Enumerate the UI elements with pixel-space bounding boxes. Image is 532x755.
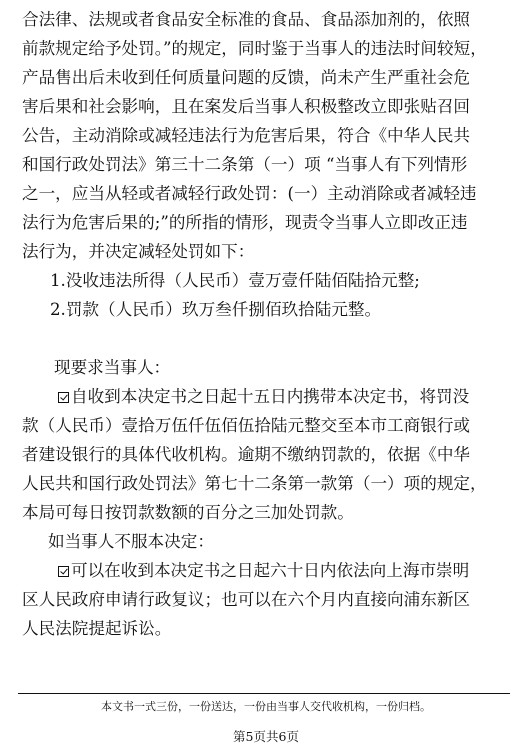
payment-line: 本局可每日按罚款数额的百分之三加处罚款。 <box>22 503 354 522</box>
payment-line: 自收到本决定书之日起十五日内携带本决定书，将罚没 <box>58 387 469 407</box>
footer-note: 本文书一式三份，一份送达，一份由当事人交代收机构，一份归档。 <box>101 700 431 713</box>
footer-divider <box>18 693 510 694</box>
body-line: 和国行政处罚法》第三十二条第（一）项 “当事人有下列情形 <box>22 155 468 174</box>
body-line: 之一，应当从轻或者减轻行政处罚：(一）主动消除或者减轻违 <box>22 184 477 203</box>
checked-box-icon <box>58 566 69 577</box>
requirements-heading: 现要求当事人： <box>54 358 171 377</box>
appeal-line: 人民法院提起诉讼。 <box>22 619 172 638</box>
penalty-item-2: 2.罚款（人民币）玖万叁仟捌佰玖拾陆元整。 <box>50 300 382 319</box>
appeal-line: 可以在收到本决定书之日起六十日内依法向上海市崇明 <box>58 561 469 581</box>
checked-box-icon <box>58 392 69 403</box>
penalty-item-1: 1.没收违法所得（人民币）壹万壹仟陆佰陆拾元整; <box>50 271 420 290</box>
body-line: 前款规定给予处罚。”的规定，同时鉴于当事人的违法时间较短， <box>22 39 487 58</box>
appeal-heading: 如当事人不服本决定： <box>48 532 214 551</box>
appeal-line: 区人民政府申请行政复议；也可以在六个月内直接向浦东新区 <box>22 590 471 609</box>
payment-line: 款（人民币）壹拾万伍仟伍佰伍拾陆元整交至本市工商银行或 <box>22 416 471 435</box>
payment-line: 者建设银行的具体代收机构。逾期不缴纳罚款的，依据《中华 <box>22 445 471 464</box>
payment-line: 人民共和国行政处罚法》第七十二条第一款第（一）项的规定， <box>22 474 487 493</box>
page-number: 第5页共6页 <box>233 729 299 744</box>
body-line: 法行为，并决定减轻处罚如下： <box>22 242 255 261</box>
body-line: 公告，主动消除或减轻违法行为危害后果，符合《中华人民共 <box>22 126 471 145</box>
body-line: 法行为危害后果的;”的所指的情形，现责令当事人立即改正违 <box>22 213 468 232</box>
body-line: 合法律、法规或者食品安全标准的食品、食品添加剂的，依照 <box>22 10 471 29</box>
body-line: 害后果和社会影响，且在案发后当事人积极整改立即张贴召回 <box>22 97 471 116</box>
body-line: 产品售出后未收到任何质量问题的反馈，尚未产生严重社会危 <box>22 68 471 87</box>
